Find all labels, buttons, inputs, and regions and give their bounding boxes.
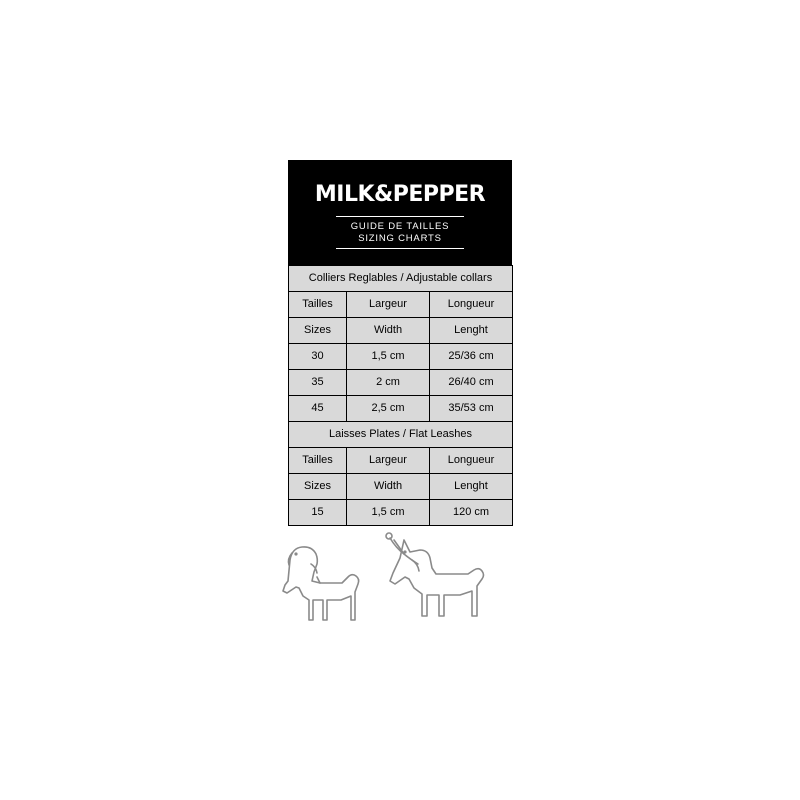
section-heading-leashes: Laisses Plates / Flat Leashes [289,421,513,447]
cell: 1,5 cm [347,343,430,369]
cell: 26/40 cm [430,369,513,395]
table-row [289,369,513,395]
subtitle-fr-text: GUIDE DE TAILLES [350,221,450,232]
table-section-header-row [289,421,513,447]
cell: Largeur [347,291,430,317]
cell: Longueur [430,291,513,317]
cell: 120 cm [430,499,513,525]
table-row [289,499,513,525]
subtitle-block [288,216,512,265]
cell: 35 [289,369,347,395]
cell: Tailles [289,447,347,473]
table-section-header-row [289,265,513,291]
table-row [289,343,513,369]
cell: Largeur [347,447,430,473]
table-row [289,447,513,473]
cell: 1,5 cm [347,499,430,525]
cell: 35/53 cm [430,395,513,421]
cell: 45 [289,395,347,421]
table-row [289,317,513,343]
large-dog-with-leash-icon [386,533,484,616]
cell: 30 [289,343,347,369]
cell: 2,5 cm [347,395,430,421]
cell: Sizes [289,473,347,499]
divider-bottom [336,248,464,249]
cell: Width [347,473,430,499]
table-row [289,395,513,421]
subtitle-en-text: SIZING CHARTS [358,232,442,244]
cell: 25/36 cm [430,343,513,369]
cell: Lenght [430,473,513,499]
small-dog-with-collar-icon [283,547,359,620]
section-heading-collars: Colliers Reglables / Adjustable collars [289,265,513,291]
subtitle-french [288,221,512,233]
cell: 2 cm [347,369,430,395]
table-row [289,291,513,317]
cell: Longueur [430,447,513,473]
brand-ampersand: & [374,182,393,207]
brand-name-part2: PEPPER [392,182,486,207]
brand-name-part1: MILK [314,182,375,207]
subtitle-english [288,233,512,245]
dogs-illustration [270,530,530,660]
brand-logo [288,160,512,213]
collars-table [288,265,513,526]
table-row [289,473,513,499]
sizing-chart-card [288,160,512,526]
cell: 15 [289,499,347,525]
cell: Lenght [430,317,513,343]
cell: Width [347,317,430,343]
cell: Sizes [289,317,347,343]
cell: Tailles [289,291,347,317]
divider-top [336,216,464,217]
